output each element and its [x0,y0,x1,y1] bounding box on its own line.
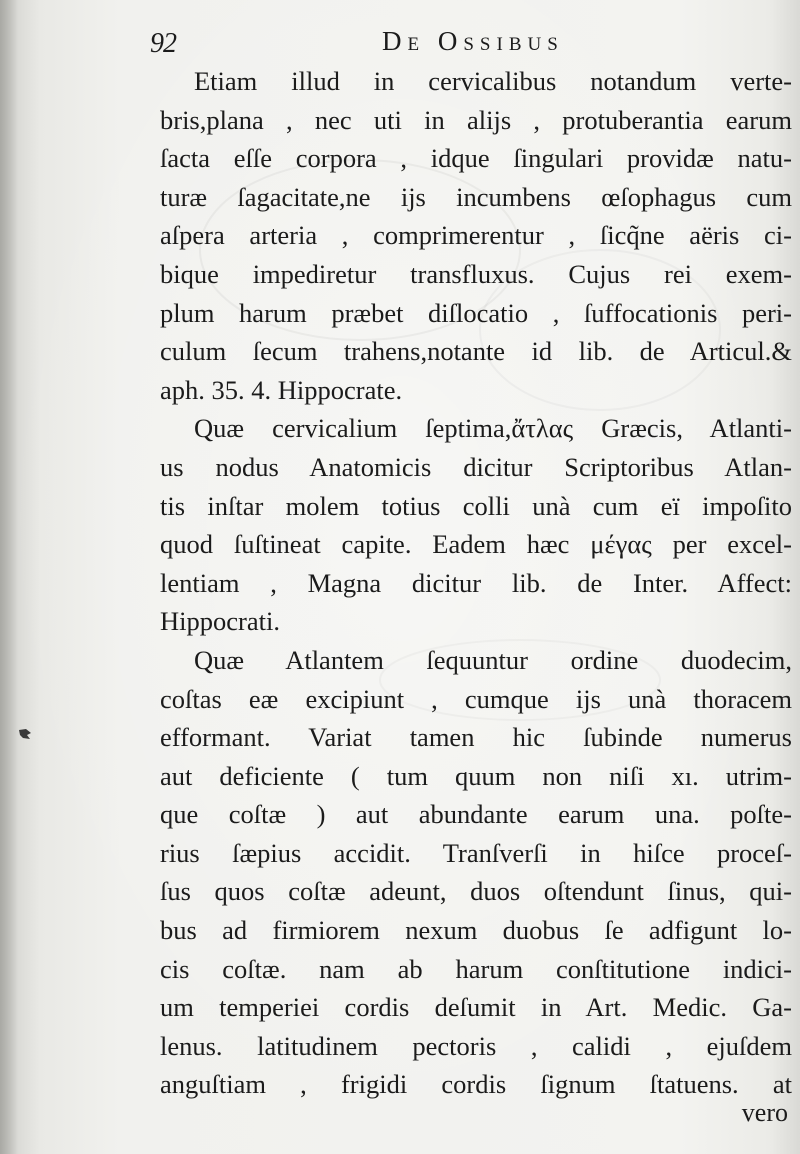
running-title: De Ossibus [382,26,564,56]
catchword: vero [741,1098,788,1127]
text-line: aſpera arteria , comprimerentur , ſicq̃ne aëris ci- [160,220,792,251]
text-line: um temperiei cordis deſumit in Art. Medic. Ga- [160,992,792,1023]
text-line: bus ad firmiorem nexum duobus ſe adfigunt lo- [160,915,792,946]
body-text [160,62,792,1104]
text-line: lenus. latitudinem pectoris , calidi , ejuſdem [160,1030,792,1061]
margin-mark-icon [17,727,33,741]
text-line: turæ ſagacitate,ne ijs incumbens œſophagus cum [160,181,792,212]
page-header [150,26,670,66]
text-line: aph. 35. 4. Hippocrate. [160,374,403,405]
text-line: Etiam illud in cervicalibus notandum verte- [194,66,792,96]
text-line: efformant. Variat tamen hic ſubinde numerus [160,722,792,753]
text-line: Hippocrati. [160,606,280,637]
text-line: tis inſtar molem totius colli unà cum eï impoſito [160,490,792,521]
text-line: lentiam , Magna dicitur lib. de Inter. Affect: [160,567,792,598]
text-line: que coſtæ ) aut abundante earum una. poſte- [160,799,792,830]
text-line: aut deficiente ( tum quum non niſi xı. utrim- [160,760,792,791]
text-line: coſtas eæ excipiunt , cumque ijs unà thoracem [160,683,792,714]
text-line: bris,plana , nec uti in alijs , protuberantia earum [160,104,792,135]
page-number: 92 [150,28,176,59]
text-line: rius ſæpius accidit. Tranſverſi in hiſce proceſ- [160,837,792,868]
text-line: cis coſtæ. nam ab harum conſtitutione indici- [160,953,792,984]
text-line: culum ſecum trahens,notante id lib. de Articul.& [160,336,792,367]
text-line: ſacta eſſe corpora , idque ſingulari providæ natu- [160,143,792,174]
text-line: quod ſuſtineat capite. Eadem hæc μέγας per excel- [160,529,792,560]
text-line: Quæ Atlantem ſequuntur ordine duodecim, [194,644,792,675]
text-line: anguſtiam , frigidi cordis ſignum ſtatuens. at [160,1069,792,1100]
text-line: us nodus Anatomicis dicitur Scriptoribus Atlan- [160,451,792,482]
text-line: Quæ cervicalium ſeptima,ἄτλας Græcis, Atlanti- [194,413,792,444]
text-line: bique impediretur transfluxus. Cujus rei exem- [160,258,792,289]
text-line: ſus quos coſtæ adeunt, duos oſtendunt ſinus, qui- [160,876,792,907]
text-line: plum harum præbet diſlocatio , ſuffocationis peri- [160,297,792,328]
